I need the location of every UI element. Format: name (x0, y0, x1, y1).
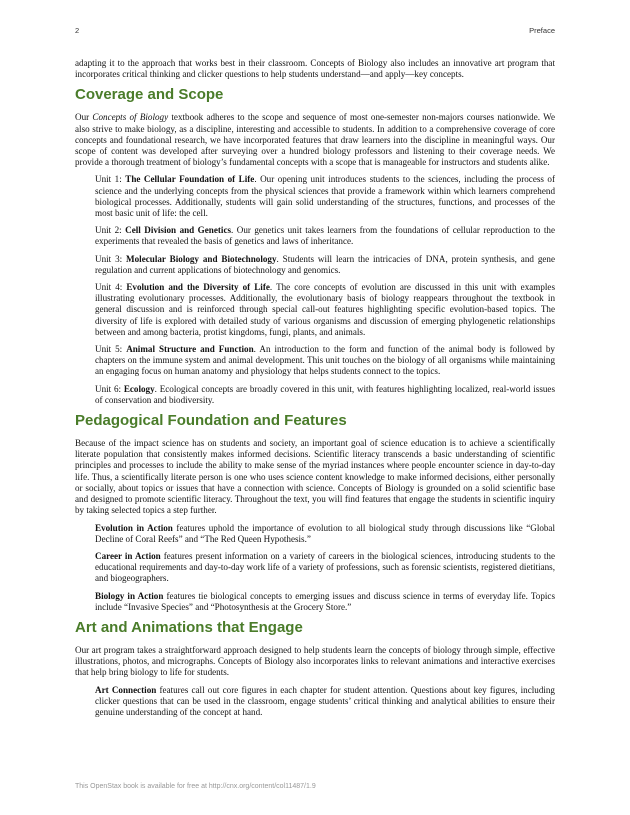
unit-prefix: Unit 1: (95, 174, 126, 185)
running-header: Preface (529, 26, 555, 35)
feature-item (95, 551, 555, 585)
unit-title: Molecular Biology and Biotechnology (126, 253, 277, 264)
feature-title: Art Connection (95, 684, 157, 695)
unit-item (95, 344, 555, 378)
unit-prefix: Unit 5: (95, 344, 127, 355)
art-paragraph: Our art program takes a straightforward approach designed to help students learn the concepts of biology through simple, effective illustrations, photos, and micrographs. Concepts of Biology also incorporates links to relevant animations and interactive exercises that help bring biology to life for students. (75, 644, 555, 678)
feature-title: Evolution in Action (95, 522, 173, 533)
unit-title: Ecology (123, 383, 155, 394)
unit-prefix: Unit 2: (95, 225, 126, 236)
feature-item (95, 685, 555, 719)
feature-item (95, 523, 555, 545)
pedagogical-heading: Pedagogical Foundation and Features (75, 412, 347, 430)
book-title-italic: Concepts of Biology (92, 112, 169, 123)
unit-text: . Our genetics unit takes learners from the foundations of cellular reproduction to the experiments that revealed the basis of genetics and laws of inheritance. (95, 225, 555, 247)
coverage-heading: Coverage and Scope (75, 86, 224, 104)
coverage-para-rest: textbook adheres to the scope and sequence of most one-semester non-majors courses nationwide. We also strive to make biology, as a discipline, interesting and accessible to students. In addition to a comprehensive coverage of core concepts and foundational research, we have incorporated features that draw learners into the discipline in meaningful ways. Our scope of content was developed after surveying over a hundred biology professors and listening to their coverage needs. We provide a thorough treatment of biology’s fundamental concepts with a scope that is manageable for instructors and students alike. (75, 112, 555, 168)
feature-text: features present information on a variety of careers in the biological sciences, introducing students to the educational requirements and day-to-day work life of a variety of professions, such as forensic scientists, registered dietitians, and biogeographers. (95, 550, 556, 584)
unit-title: Evolution and the Diversity of Life (126, 282, 270, 293)
art-feature-list (75, 685, 555, 719)
unit-item (95, 282, 555, 338)
unit-text: . An introduction to the form and function of the animal body is followed by chapters on the immune system and animal development. This unit touches on the biology of all organisms while maintaining an engaging focus on human anatomy and physiology that helps students connect to the topics. (95, 344, 555, 377)
unit-item (95, 174, 555, 219)
unit-text: . Ecological concepts are broadly covered in this unit, with features highlighting localized, real-world issues of conservation and biodiversity. (95, 383, 555, 405)
unit-text: . Our opening unit introduces students to the sciences, including the process of science and the underlying concepts from the physical sciences that provide a framework within which learners comprehend biological processes. Additionally, students will gain solid understanding of the structures, functions, and processes of the most basic unit of life: the cell. (95, 174, 556, 219)
unit-item (95, 384, 555, 406)
unit-title: The Cellular Foundation of Life (125, 174, 255, 185)
coverage-paragraph (75, 112, 555, 168)
feature-text: features tie biological concepts to emerging issues and discuss science in terms of everyday life. Topics include “Invasive Species” and “Photosynthesis at the Grocery Store.” (95, 590, 555, 612)
unit-prefix: Unit 4: (95, 282, 127, 293)
feature-item (95, 591, 555, 613)
feature-title: Biology in Action (95, 590, 164, 601)
feature-text: features uphold the importance of evolution to all biological study through discussions like “Global Decline of Coral Reefs” and “The Red Queen Hypothesis.” (95, 522, 555, 544)
unit-title: Cell Division and Genetics (125, 225, 232, 236)
page-footer: This OpenStax book is available for free at http://cnx.org/content/col11487/1.9 (75, 783, 316, 790)
unit-text: . Students will learn the intricacies of DNA, protein synthesis, and gene regulation and current applications of biotechnology and genomics. (95, 253, 555, 275)
feature-text: features call out core figures in each chapter for student attention. Questions about key figures, including clicker questions that can be used in the classroom, engage students’ critical thinking and analytical abilities to ensure their genuine understanding of the concept at hand. (95, 684, 555, 717)
unit-item (95, 254, 555, 276)
unit-title: Animal Structure and Function (126, 344, 254, 355)
unit-list (75, 174, 555, 406)
coverage-para-prefix: Our (75, 112, 93, 123)
art-heading: Art and Animations that Engage (75, 618, 303, 636)
intro-paragraph: adapting it to the approach that works best in their classroom. Concepts of Biology also includes an innovative art program that incorporates critical thinking and clicker questions to help students understand—and apply—key concepts. (75, 58, 555, 80)
feature-title: Career in Action (95, 550, 161, 561)
pedagogical-feature-list (75, 523, 555, 613)
unit-text: . The core concepts of evolution are discussed in this unit with examples illustrating evolutionary processes. Additionally, the evolutionary basis of biology reappears throughout the textbook in general discussion and is reinforced through special call-out features highlighting specific evolution-based topics. The diversity of life is explored with detailed study of various organisms and discussion of emerging phylogenetic relationships between and among bacteria, protist kingdoms, fungi, plants, and animals. (95, 282, 556, 337)
unit-item (95, 225, 555, 247)
unit-prefix: Unit 3: (95, 253, 127, 264)
page-content (75, 58, 555, 724)
pedagogical-paragraph: Because of the impact science has on students and society, an important goal of science education is to achieve a scientifically literate population that consistently makes informed decisions. Scientific literacy transcends a basic understanding of scientific principles and processes to include the ability to make sense of the myriad instances where people encounter science in day-to-day life. Thus, a scientifically literate person is one who uses science content knowledge to make informed decisions, either personally or socially, about topics or issues that have a connection with science. Concepts of Biology is grounded on a solid scientific base and designed to promote scientific literacy. Throughout the text, you will find features that engage the students in scientific inquiry by taking selected topics a step further. (75, 438, 555, 516)
page-number: 2 (75, 26, 80, 35)
unit-prefix: Unit 6: (95, 383, 124, 394)
